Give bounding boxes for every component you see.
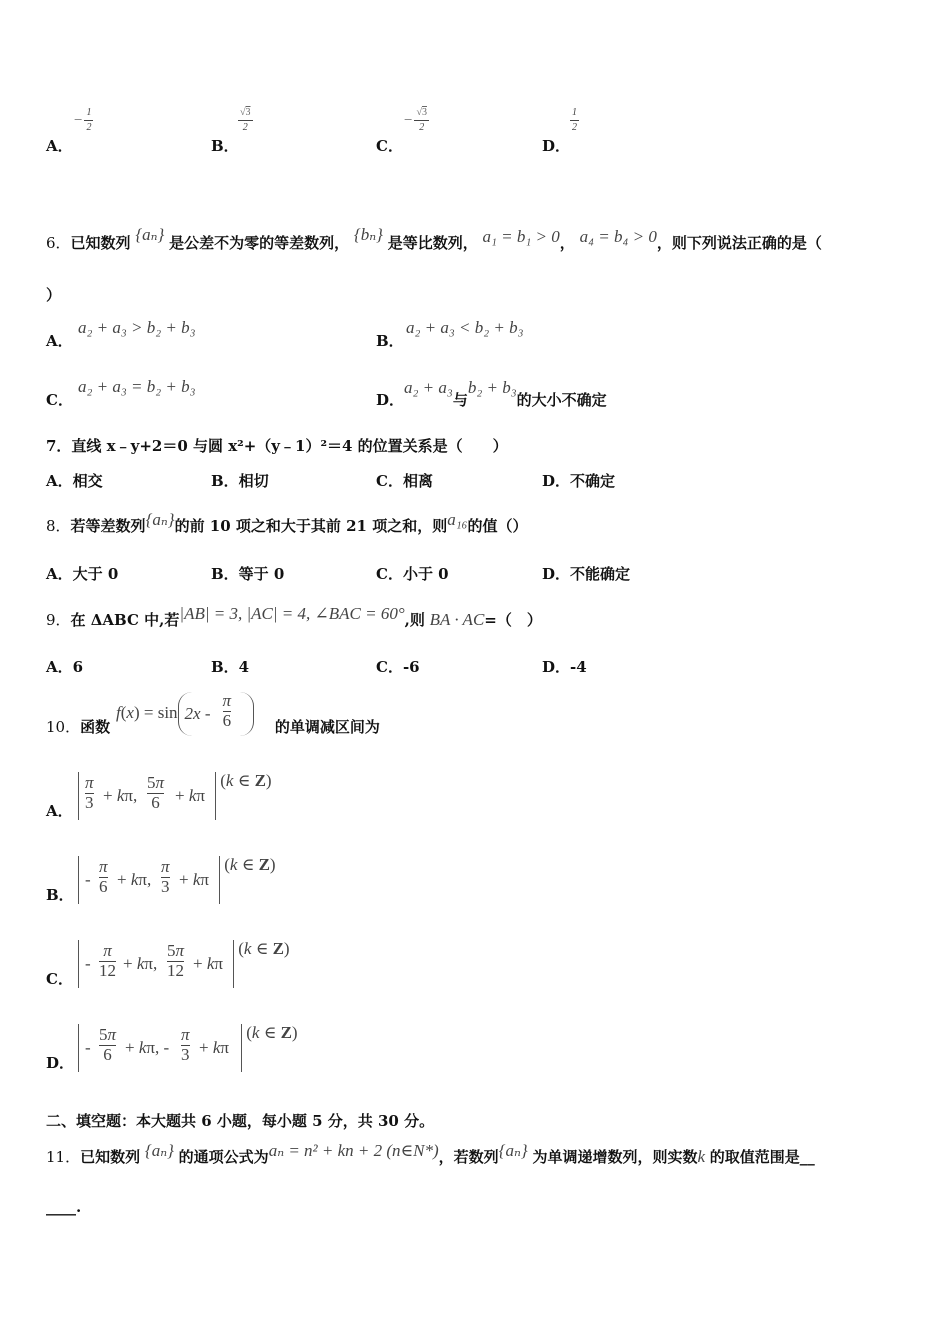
- q6-math-an: {aₙ}: [135, 225, 165, 244]
- q10-math-function: f(x) = sin 2x - π 6: [116, 692, 254, 736]
- q5-option-d-label: D．: [542, 137, 571, 155]
- q9-number: 9．: [46, 611, 71, 629]
- section-2-heading: 二、填空题：本大题共 6 小题，每小题 5 分，共 30 分。: [46, 1112, 435, 1130]
- q6-option-d: [376, 377, 607, 409]
- q6-option-c-math: a₂ + a₃ = b₂ + b₃: [78, 377, 196, 396]
- q11-math-an-1: {aₙ}: [144, 1141, 174, 1160]
- q6-math-cond2: a₄ = b₄ > 0: [579, 227, 657, 246]
- q8-option-c: C．小于 0: [376, 565, 449, 583]
- q7-option-b: B．相切: [211, 472, 269, 490]
- q9-text-3: =（ ）: [484, 611, 542, 629]
- q6-option-d-text-2: 的大小不确定: [516, 391, 607, 409]
- q10-option-d-label: D．: [46, 1054, 75, 1072]
- q8-option-a: A．大于 0: [46, 565, 119, 583]
- q11-math-k: k: [697, 1147, 705, 1166]
- q6-option-d-math-2: b₂ + b₃: [467, 378, 517, 397]
- q6-option-a-math: a₂ + a₃ > b₂ + b₃: [78, 318, 196, 337]
- q10-option-b-label: B．: [46, 886, 74, 904]
- q10-number: 10．: [46, 718, 81, 736]
- q5-option-b-label: B．: [211, 137, 239, 155]
- q7-option-c: C．相离: [376, 472, 433, 490]
- q5-option-c-label: C．: [376, 137, 403, 155]
- q6-sep: ，: [559, 234, 575, 252]
- q6-text-5: ）: [46, 286, 62, 304]
- q10-text-2: 的单调减区间为: [274, 718, 380, 736]
- q11-math-formula: aₙ = n² + kn + 2 (n∈N*): [268, 1141, 439, 1160]
- q6-math-cond1: a₁ = b₁ > 0: [482, 227, 560, 246]
- q8-text-3: 的值（）: [467, 517, 528, 535]
- question-6-stem: [46, 225, 822, 253]
- q10-option-b-math: - π 6 + kπ, π 3 + kπ (k ∈ Z): [78, 856, 276, 904]
- q9-option-c: C．-6: [376, 658, 420, 676]
- q8-math-a16: a₁₆: [447, 510, 468, 529]
- q6-text-3: 是等比数列，: [387, 234, 478, 252]
- q8-math-an: {aₙ}: [145, 510, 175, 529]
- q9-option-a: A．6: [46, 658, 84, 676]
- q6-math-bn: {bₙ}: [353, 225, 383, 244]
- q6-option-a-label: A．: [46, 332, 73, 350]
- q11-text-2: 的通项公式为: [178, 1148, 269, 1166]
- q9-math-cond: |AB| = 3, |AC| = 4, ∠BAC = 60°: [179, 604, 405, 623]
- q5-option-d-math: $\frac{1}{2}$: [572, 107, 577, 133]
- q9-option-b: B．4: [211, 658, 250, 676]
- q6-option-d-text-1: 与: [452, 391, 468, 409]
- q6-text-2: 是公差不为零的等差数列，: [169, 234, 350, 252]
- question-8-stem: [46, 510, 528, 536]
- q9-text-1: 在 ΔABC 中,若: [70, 611, 180, 629]
- q11-text-5: 的取值范围是__: [709, 1148, 815, 1166]
- q6-option-b-label: B．: [376, 332, 404, 350]
- q11-text-3: ，若数列: [438, 1148, 499, 1166]
- q8-text-1: 若等差数列: [70, 517, 146, 535]
- q9-option-d: D．-4: [542, 658, 587, 676]
- q6-option-d-math-1: a₂ + a₃: [404, 378, 453, 397]
- q6-text-4: ，则下列说法正确的是（: [656, 234, 822, 252]
- q10-text-1: 函数: [80, 718, 111, 736]
- q6-option-b-math: a₂ + a₃ < b₂ + b₃: [406, 318, 524, 337]
- q8-option-b: B．等于 0: [211, 565, 285, 583]
- q6-option-c-label: C．: [46, 391, 73, 409]
- q8-number: 8．: [46, 517, 71, 535]
- q5-option-a-label: A．: [46, 137, 73, 155]
- q11-answer-blank: ____.: [46, 1198, 82, 1216]
- q5-option-b-math: $\frac{√3}{2}$: [240, 107, 251, 133]
- question-7-stem: 7．直线 x﹣y+2＝0 与圆 x²+（y﹣1）²＝4 的位置关系是（ ）: [46, 437, 508, 455]
- q10-option-d-math: - 5π 6 + kπ, - π 3 + kπ (k ∈ Z): [78, 1024, 298, 1072]
- q11-math-an-2: {aₙ}: [498, 1141, 528, 1160]
- q10-option-c-math: - π 12 + kπ, 5π 12 + kπ (k ∈ Z): [78, 940, 290, 988]
- question-9-stem: [46, 604, 542, 630]
- q5-option-c-math: − $\frac{√3}{2}$: [404, 107, 427, 133]
- q7-option-d: D．不确定: [542, 472, 616, 490]
- q5-option-a-math: − $\frac{1}{2}$: [74, 107, 92, 133]
- q9-math-dot: BA · AC: [429, 610, 485, 629]
- q6-option-d-label: D．: [376, 391, 405, 409]
- question-11-stem: [46, 1141, 815, 1167]
- q8-option-d: D．不能确定: [542, 565, 631, 583]
- q7-option-a: A．相交: [46, 472, 103, 490]
- q6-text-1: 已知数列: [70, 234, 131, 252]
- q10-option-a-math: π 3 + kπ, 5π 6 + kπ (k ∈ Z): [78, 772, 272, 820]
- q11-number: 11．: [46, 1148, 81, 1166]
- q11-text-1: 已知数列: [80, 1148, 141, 1166]
- q11-text-4: 为单调递增数列，则实数: [532, 1148, 698, 1166]
- q6-number: 6．: [46, 234, 71, 252]
- q8-text-2: 的前 10 项之和大于其前 21 项之和，则: [174, 517, 448, 535]
- q10-option-c-label: C．: [46, 970, 73, 988]
- q10-option-a-label: A．: [46, 802, 73, 820]
- q9-text-2: ,则: [404, 611, 425, 629]
